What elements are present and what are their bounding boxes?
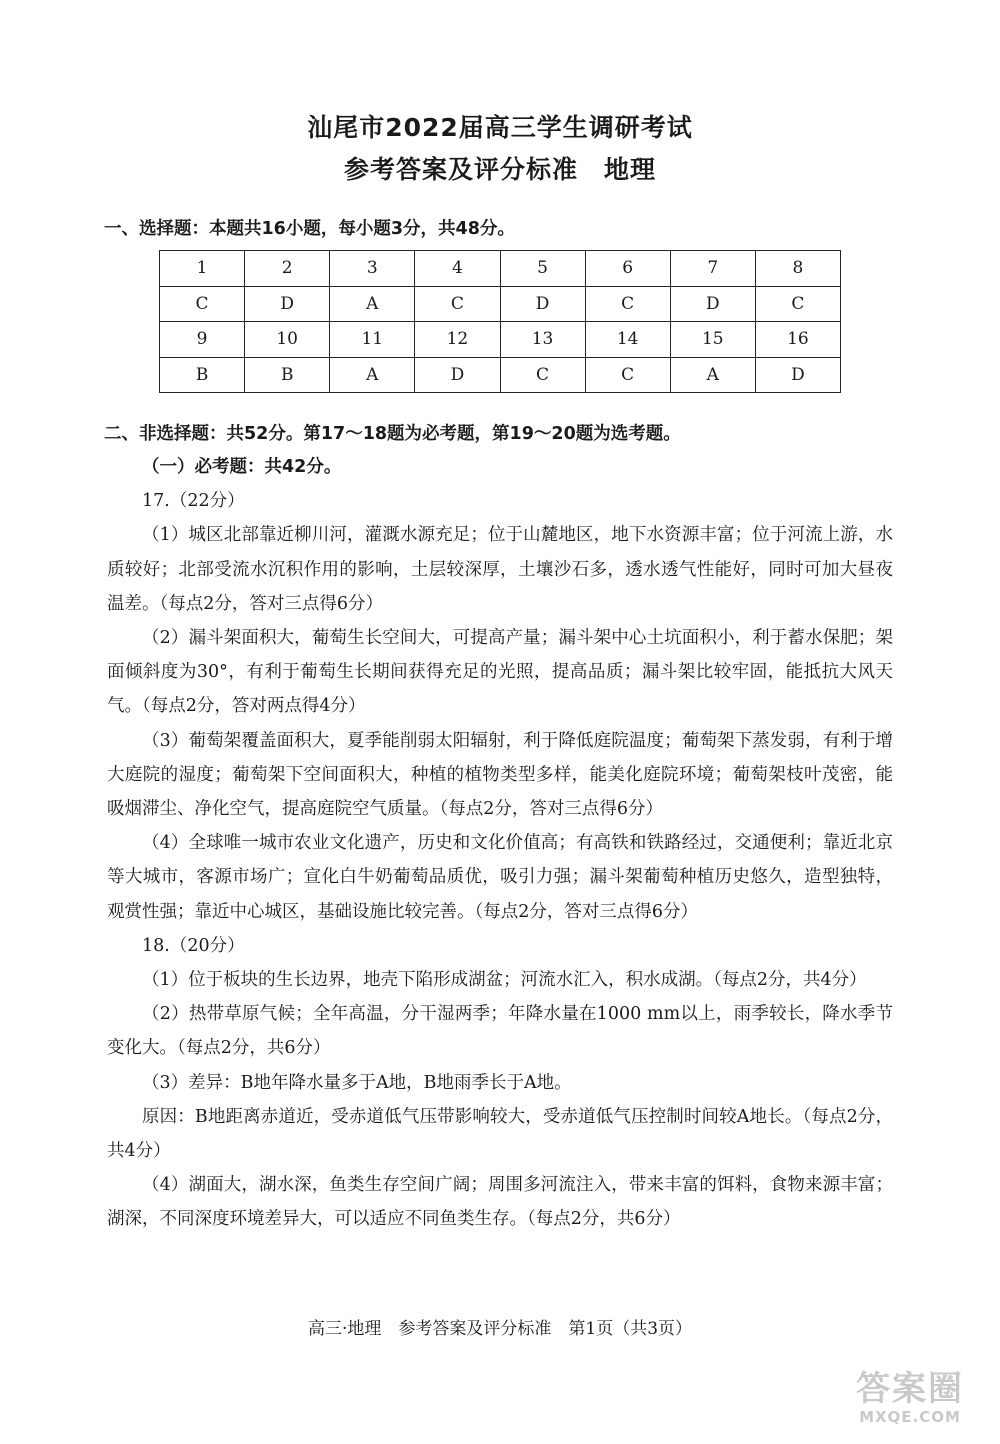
answer-table <box>159 250 841 393</box>
answer-body <box>107 450 893 1237</box>
table-cell: D <box>500 286 585 322</box>
table-cell: C <box>585 286 670 322</box>
q17-part4: （4）全球唯一城市农业文化遗产，历史和文化价值高；有高铁和铁路经过，交通便利；靠近北京等大城市，客源市场广；宣化白牛奶葡萄品质优，吸引力强；漏斗架葡萄种植历史悠久，造型独特，观赏性强；靠近中心城区，基础设施比较完善。（每点2分，答对三点得6分） <box>107 833 893 922</box>
answer-row <box>160 357 841 393</box>
table-cell: 5 <box>500 251 585 287</box>
question-number-row <box>160 251 841 287</box>
q17-heading: 17.（22分） <box>142 491 245 512</box>
table-cell: 11 <box>330 322 415 358</box>
q17-part3: （3）葡萄架覆盖面积大，夏季能削弱太阳辐射，利于降低庭院温度；葡萄架下蒸发弱，有利于增大庭院的湿度；葡萄架下空间面积大，种植的植物类型多样，能美化庭院环境；葡萄架枝叶茂密，能吸烟滞尘、净化空气，提高庭院空气质量。（每点2分，答对三点得6分） <box>107 730 893 820</box>
question-number-row <box>160 322 841 358</box>
table-cell: 1 <box>160 251 245 287</box>
table-cell: 3 <box>330 251 415 287</box>
table-cell: 12 <box>415 322 500 358</box>
table-cell: C <box>585 357 670 393</box>
table-cell: B <box>160 357 245 393</box>
table-cell: 10 <box>245 322 330 358</box>
section-1-heading: 一、选择题：本题共16小题，每小题3分，共48分。 <box>104 219 515 239</box>
table-cell: 4 <box>415 251 500 287</box>
table-cell: 16 <box>755 322 840 358</box>
table-cell: B <box>245 357 330 393</box>
document-subtitle: 参考答案及评分标准 地理 <box>343 155 656 184</box>
subsection-heading: （一）必考题：共42分。 <box>142 457 342 477</box>
document-title: 汕尾市2022届高三学生调研考试 <box>307 113 693 142</box>
q18-part3-reason: 原因：B地距离赤道近，受赤道低气压带影响较大，受赤道低气压控制时间较A地长。（每点2分，共4分） <box>107 1106 893 1162</box>
table-cell: C <box>415 286 500 322</box>
q18-heading: 18.（20分） <box>142 935 245 956</box>
table-cell: C <box>500 357 585 393</box>
table-cell: 14 <box>585 322 670 358</box>
q17-part1: （1）城区北部靠近柳川河，灌溉水源充足；位于山麓地区，地下水资源丰富；位于河流上游，水质较好；北部受流水沉积作用的影响，土层较深厚，土壤沙石多，透水透气性能好，同时可加大昼夜温差。（每点2分，答对三点得6分） <box>107 525 893 614</box>
watermark-logo <box>834 1370 986 1436</box>
q17-part2: （2）漏斗架面积大，葡萄生长空间大，可提高产量；漏斗架中心土坑面积小，利于蓄水保肥；架面倾斜度为30°，有利于葡萄生长期间获得充足的光照，提高品质；漏斗架比较牢固，能抵抗大风天气。（每点2分，答对两点得4分） <box>107 628 893 717</box>
table-cell: D <box>755 357 840 393</box>
table-cell: A <box>330 286 415 322</box>
table-cell: C <box>755 286 840 322</box>
watermark-text: 答案圈 <box>856 1369 964 1409</box>
page-footer: 高三·地理 参考答案及评分标准 第1页（共3页） <box>307 1319 693 1339</box>
table-cell: 9 <box>160 322 245 358</box>
table-cell: 2 <box>245 251 330 287</box>
table-cell: 15 <box>670 322 755 358</box>
q18-part3: （3）差异：B地年降水量多于A地，B地雨季长于A地。 <box>142 1072 572 1093</box>
q18-part2: （2）热带草原气候；全年高温，分干湿两季；年降水量在1000 mm以上，雨季较长，降水季节变化大。（每点2分，共6分） <box>107 1004 893 1059</box>
table-cell: D <box>670 286 755 322</box>
section-2-heading: 二、非选择题：共52分。第17～18题为必考题，第19～20题为选考题。 <box>104 424 681 444</box>
table-cell: 7 <box>670 251 755 287</box>
q18-part1: （1）位于板块的生长边界，地壳下陷形成湖盆；河流水汇入，积水成湖。（每点2分，共4分） <box>142 970 867 991</box>
table-cell: 13 <box>500 322 585 358</box>
table-cell: C <box>160 286 245 322</box>
table-cell: 6 <box>585 251 670 287</box>
q18-part4: （4）湖面大，湖水深，鱼类生存空间广阔；周围多河流注入，带来丰富的饵料，食物来源丰富；湖深，不同深度环境差异大，可以适应不同鱼类生存。（每点2分，共6分） <box>107 1175 893 1230</box>
table-cell: D <box>415 357 500 393</box>
table-cell: A <box>670 357 755 393</box>
table-cell: D <box>245 286 330 322</box>
watermark-url: MXQE.COM <box>859 1408 961 1426</box>
table-cell: 8 <box>755 251 840 287</box>
answer-row <box>160 286 841 322</box>
table-cell: A <box>330 357 415 393</box>
